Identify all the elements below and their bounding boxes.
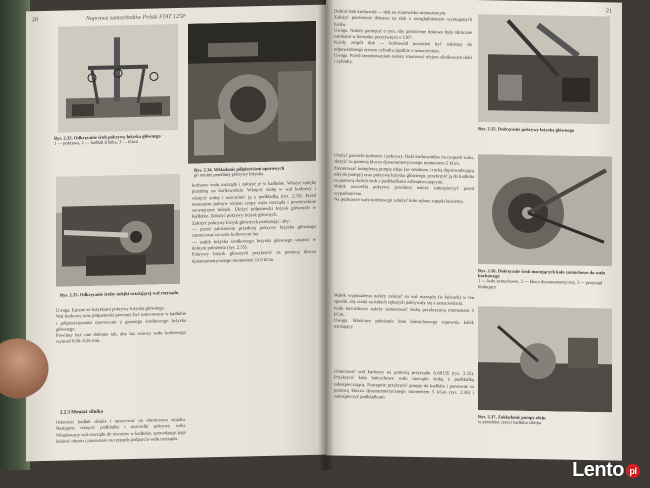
watermark-brand: Lento	[572, 459, 624, 481]
left-page-number: 20	[32, 17, 38, 24]
right-page-body-top: Dobrać tłok korbowód — tłok na stanowisku montażowym. Założyć pierścienie tłokowe na tłok z uwzględnieniem wymaganych luzów. Uwaga. Należy pamiętać o tym, aby pierścienie tłokowe były obrócone zamkami w kierunku przeciwnym o 120°. Każdy zespół tłok — korbowód powinien być włożony do odpowiedniego otworu cylindra zgodnie z oznaczeniem. Uwaga. Przed zmontowaniem należy smarować olejem silnikowym tłoki i cylindry.	[334, 9, 472, 66]
right-page	[326, 0, 622, 461]
figure-2-35-right	[478, 14, 610, 124]
section-heading: 2.2.3 Montaż silnika	[60, 409, 104, 416]
left-page-body-bottom: Odwrócić kadłub silnika i umocować na obrotowym stojaku. Następnie wkręcić podkładki i uszczelki pokrywy wału. Wbudowany wał rozrządu do otworów w kadłubie, sprawdzając jego lekkość obrotu i pasowanie na czopach podparcia wału rozrządu.	[56, 417, 186, 445]
right-page-body-bottom: Umocować wał korbowy na pomocą przyrządu A.60135 (rys. 2.25). Przykręcić koło łańcuchowe wału rozrządu śrubą z podkładką zabezpieczającą. Następnie przykręcić pompę do kadłuba i ponownie za pomocą klucza dynamometrycznego momentem 5 kGm (rys. 2.36) i zabezpieczyć podkładkami.	[334, 369, 474, 401]
figure-2-32	[58, 24, 178, 133]
figure-2-35-right-caption: Rys. 2.35. Dokręcanie pokrywy łożyska głównego	[478, 126, 575, 133]
figure-2-34	[188, 21, 316, 164]
right-page-body-lower: Wałek wyposażenia należy założyć na wał rozrządu (w łańcuch) w ten sposób, aby znaki na kołach zębatych pokrywały się z oznaczeniami. Koło łańcuchowe należy zamocować śrubą przykręconą momentem 5 kGm. Uwaga. Właściwe położenie koła łańcuchowego zapewnia kołek ustalający.	[334, 293, 474, 331]
watermark-suffix-badge: pl	[626, 464, 640, 478]
figure-2-32-caption: Rys. 2.32. Odkręcanie śrub pokrywy łożyska głównego 1 — pokrywa, 2 — kadłub silnika, 3 — klucz	[54, 133, 161, 146]
figure-2-35-left-caption: Rys. 2.35. Odkręcanie śruby tulejki ustalającej wał rozrządu	[60, 289, 179, 298]
left-page-body-left: Uwaga. Łączne ze łożyskami pokrywy łożyska głównego. Wał korbowy oraz półpanewki powinny być umocowane w kadłubie i półpierścieniami oporowymi z grzanego środkowego łożyska głównego. Powinny być one dobrane tak, aby luz osiowy wału korbowego wynosił 0,06–0,26 mm.	[56, 306, 186, 346]
right-page-number: 21	[606, 8, 612, 15]
figure-2-36-caption: Rys. 2.36. Dokręcanie śrub mocujących koło zamachowe do wału korbowego 1 — koło zamachowe, 2 — klucz dynamometryczny, 3 — przyrząd blokujący	[478, 268, 606, 289]
figure-2-35-left	[56, 174, 180, 287]
book-gutter	[318, 0, 334, 470]
right-page-body-mid: Ułożyć panewki korbowe i pokrywy. Boki korbowodów na czopach wału, skręcić za pomocą klucza dynamometrycznego momentem 5 kGm. Zmontować kompletną pompę oleju (ze smokiem i rurką doprowadzającą olej do pompy) oraz pokrywę łożyska głównego, przykręcić ją do kadłuba za pomocą dwóch śrub z podkładkami zabezpieczającymi. Wałek uszczelki pokrywy przedniej należy zabezpieczyć przed wypadnięciem. Na podstawie wału korbowego założyć koło zębate zapędu łańcucha.	[334, 153, 474, 205]
figure-2-34-caption: Rys. 2.34. Wkładanie półpierścieni oporowych po stronie przedniej pokrywy łożyska	[194, 165, 285, 178]
figure-2-37-caption: Rys. 2.37. Zakładanie pompy oleju w przedniej części kadłuba silnika	[478, 414, 546, 426]
figure-2-37	[478, 306, 612, 412]
left-page-header: Naprawa samochodów Polski FIAT 125P	[86, 13, 186, 23]
left-page	[26, 5, 326, 462]
figure-2-36	[478, 154, 612, 266]
lento-watermark	[572, 459, 640, 482]
left-page-body-right: korbowe wału rozrządu i założyć je w kadłubie. Włożyć tulejkę przednią na korbowodzie. Wkręcić śrubę w wał korbowy i wkręcić śrubę i uszczelnić ją z podkładką (rys. 2.33). Przed montażem pokryw olejem czopy wału rozrządu i powierzchnie wewnętrzne tulejek. Ułożyć półpanewki łożysk głównych w kadłubie. Założyć pokrywy łożysk głównych. Założyć pokrywy łożysk głównych pamiętając, aby: — przed założeniem przedniej pokrywy łożyska głównego zamocować na wale korbowym luz. — wałek łożyska środkowego łożyska głównego ustawić w dolnym położeniu (rys. 2.35). Pokrywy łożysk głównych przykręcić za pomocą klucza dynamometrycznego momentem 11,9 kGm.	[192, 180, 316, 265]
